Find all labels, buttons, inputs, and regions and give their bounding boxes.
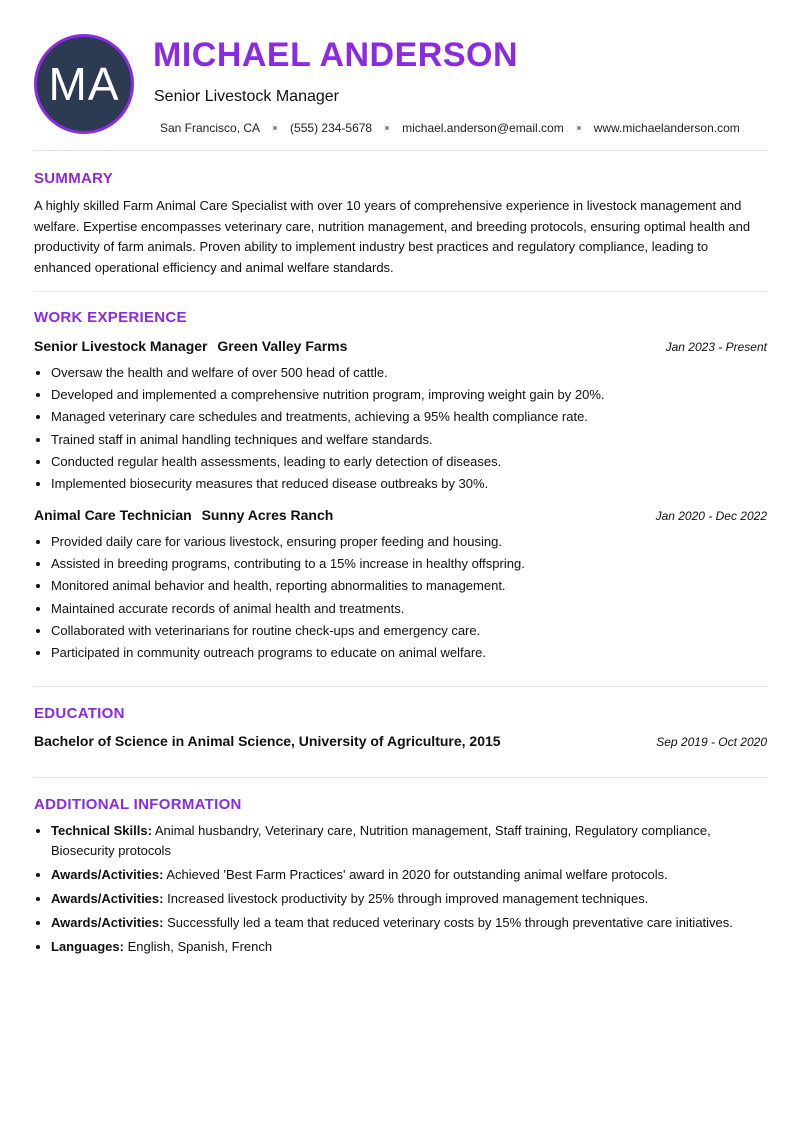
divider bbox=[34, 686, 767, 687]
contact-email: michael.anderson@email.com bbox=[402, 121, 564, 135]
item-text: Achieved 'Best Farm Practices' award in 2020 for outstanding animal welfare protocols. bbox=[166, 866, 668, 882]
candidate-headline: Senior Livestock Manager bbox=[154, 88, 339, 105]
item-label: Awards/Activities: bbox=[51, 890, 164, 906]
job-bullets bbox=[34, 531, 767, 664]
additional-item bbox=[51, 821, 767, 860]
contact-bar bbox=[160, 121, 740, 135]
item-label: Technical Skills: bbox=[51, 823, 152, 838]
avatar-initials: MA bbox=[48, 58, 120, 110]
bullet-item: • Participated in community outreach programs to educate on animal welfare. bbox=[51, 642, 767, 664]
education-degree: Bachelor of Science in Animal Science, University of Agriculture, 2015 bbox=[34, 733, 501, 749]
contact-location: San Francisco, CA bbox=[160, 121, 261, 135]
additional-list bbox=[34, 821, 767, 956]
additional-item bbox=[51, 865, 767, 885]
divider bbox=[34, 777, 767, 778]
section-title-education: EDUCATION bbox=[34, 705, 125, 722]
job-role: Senior Livestock Manager bbox=[34, 338, 208, 354]
job-dates: Jan 2023 - Present bbox=[665, 340, 767, 354]
candidate-name: MICHAEL ANDERSON bbox=[153, 36, 519, 74]
bullet-item: • Collaborated with veterinarians for routine check-ups and emergency care. bbox=[51, 620, 767, 642]
bullet-item: • Maintained accurate records of animal health and treatments. bbox=[51, 598, 767, 620]
divider bbox=[34, 150, 767, 151]
bullet-item: • Managed veterinary care schedules and treatments, achieving a 95% health compliance rate. bbox=[51, 406, 767, 428]
bullet-item: • Monitored animal behavior and health, reporting abnormalities to management. bbox=[51, 575, 767, 597]
bullet-item: • Oversaw the health and welfare of over 500 head of cattle. bbox=[51, 362, 767, 384]
additional-item bbox=[51, 889, 767, 909]
job-bullets bbox=[34, 362, 767, 495]
divider bbox=[34, 291, 767, 292]
item-text: Animal husbandry, Veterinary care, Nutrition management, Staff training, Regulatory compliance, Biosecurity protocols bbox=[51, 823, 711, 858]
job-header bbox=[34, 338, 767, 354]
job-header bbox=[34, 507, 767, 523]
bullet-item: • Developed and implemented a comprehensive nutrition program, improving weight gain by 20%. bbox=[51, 384, 767, 406]
contact-phone: (555) 234-5678 bbox=[290, 121, 373, 135]
separator-dot bbox=[385, 126, 389, 130]
item-label: Awards/Activities: bbox=[51, 866, 164, 882]
section-title-summary: SUMMARY bbox=[34, 170, 114, 187]
bullet-item: • Assisted in breeding programs, contributing to a 15% increase in healthy offspring. bbox=[51, 553, 767, 575]
job-company: Green Valley Farms bbox=[217, 338, 348, 354]
separator-dot bbox=[273, 126, 277, 130]
job-entry bbox=[34, 338, 767, 495]
avatar bbox=[34, 34, 134, 134]
separator-dot bbox=[577, 126, 581, 130]
item-text: English, Spanish, French bbox=[127, 938, 273, 954]
bullet-item: • Provided daily care for various livestock, ensuring proper feeding and housing. bbox=[51, 531, 767, 553]
section-title-additional: ADDITIONAL INFORMATION bbox=[34, 796, 242, 813]
section-title-experience: WORK EXPERIENCE bbox=[34, 309, 187, 326]
additional-info bbox=[34, 821, 767, 961]
item-text: Successfully led a team that reduced veterinary costs by 15% through preventative care initiatives. bbox=[167, 914, 733, 930]
summary-text: A highly skilled Farm Animal Care Specialist with over 10 years of comprehensive experience in livestock management and welfare. Expertise encompasses veterinary care, nutrition management, and breeding protocols, ensuring optimal health and productivity of farm animals. Proven ability to implement industry best practices and regulatory compliance, leading to enhanced operational efficiency and animal welfare standards. bbox=[34, 198, 751, 275]
item-text: Increased livestock productivity by 25% through improved management techniques. bbox=[167, 890, 649, 906]
item-label: Awards/Activities: bbox=[51, 914, 164, 930]
job-dates: Jan 2020 - Dec 2022 bbox=[655, 509, 767, 523]
job-entry bbox=[34, 507, 767, 664]
education-dates: Sep 2019 - Oct 2020 bbox=[656, 735, 767, 749]
bullet-item: • Trained staff in animal handling techniques and welfare standards. bbox=[51, 429, 767, 451]
job-company: Sunny Acres Ranch bbox=[201, 507, 334, 523]
education-entry bbox=[34, 733, 767, 749]
item-label: Languages: bbox=[51, 938, 124, 954]
contact-website: www.michaelanderson.com bbox=[593, 121, 740, 135]
bullet-item: • Implemented biosecurity measures that reduced disease outbreaks by 30%. bbox=[51, 473, 767, 495]
additional-item bbox=[51, 937, 767, 957]
bullet-item: • Conducted regular health assessments, leading to early detection of diseases. bbox=[51, 451, 767, 473]
additional-item bbox=[51, 913, 767, 933]
job-role: Animal Care Technician bbox=[34, 507, 192, 523]
